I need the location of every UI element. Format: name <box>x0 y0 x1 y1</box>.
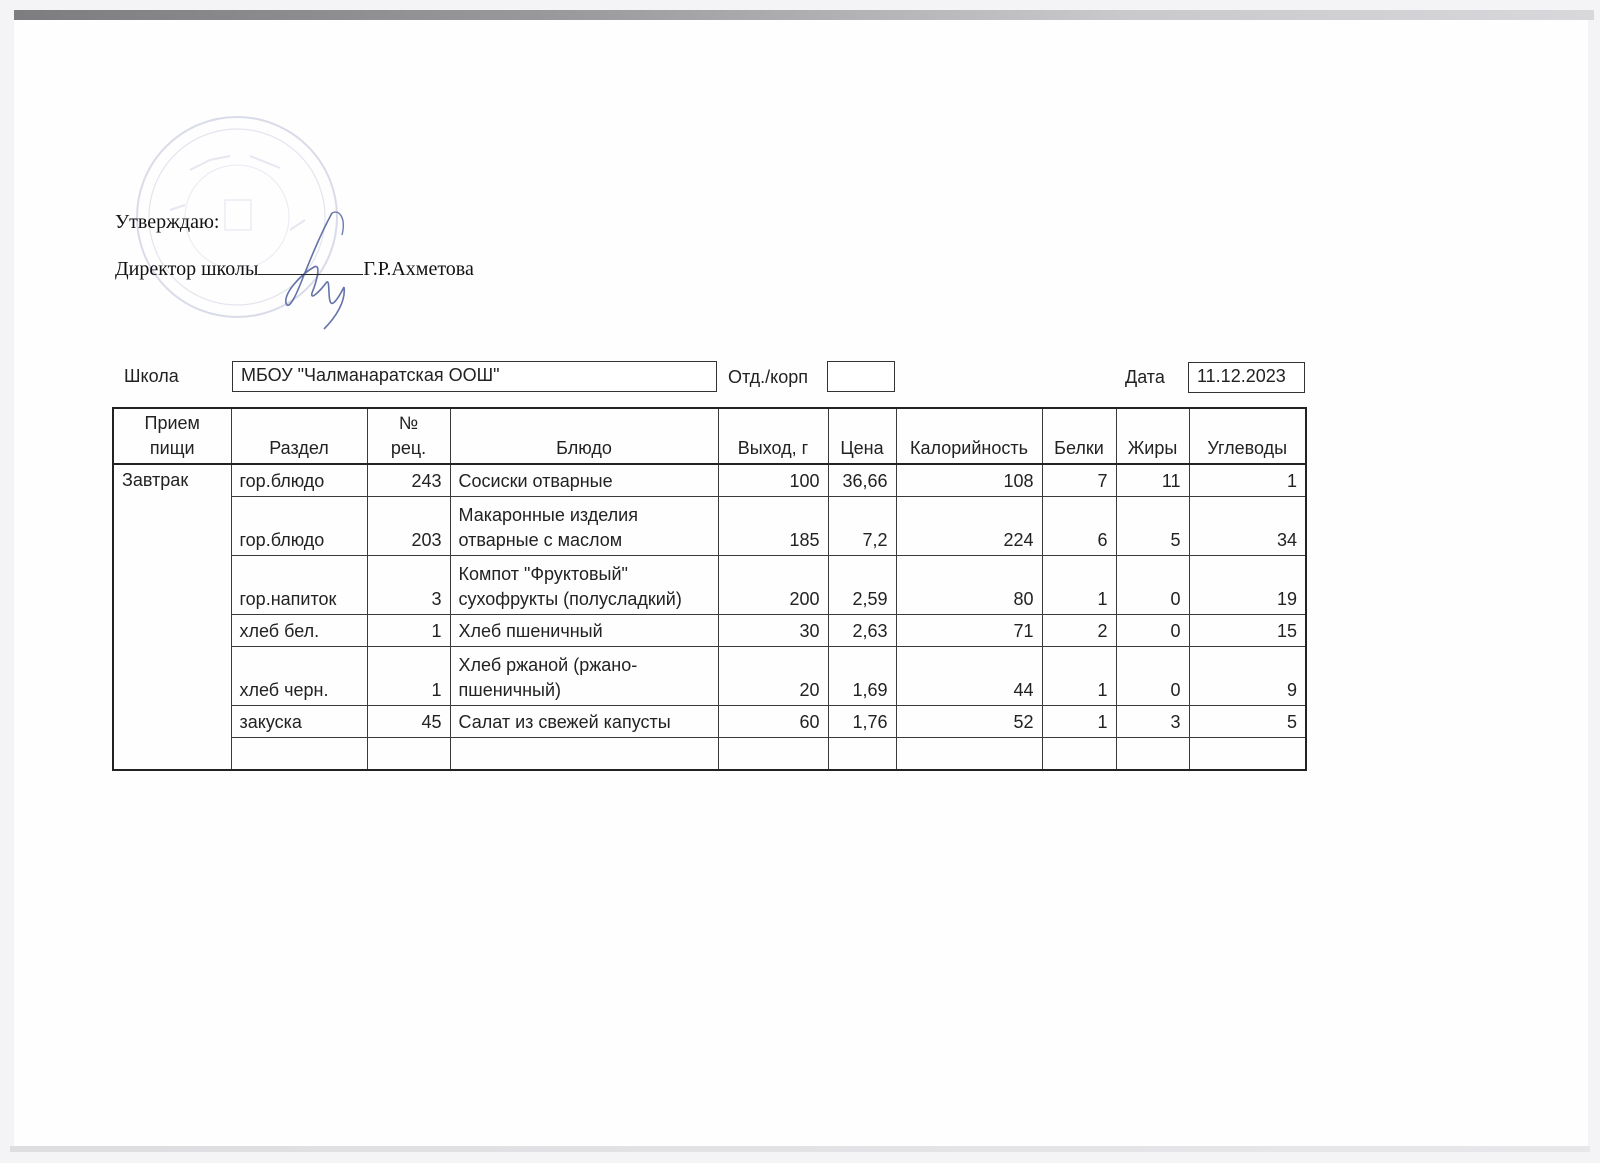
dish-cell: Хлеб пшеничный <box>450 615 718 647</box>
col-header-section: Раздел <box>231 408 367 464</box>
col-header-carbs: Углеводы <box>1189 408 1306 464</box>
carbs-cell: 34 <box>1189 497 1306 556</box>
approval-title: Утверждаю: <box>115 211 220 233</box>
section-cell: хлеб бел. <box>231 615 367 647</box>
scan-bottom-edge <box>10 1146 1590 1152</box>
recipe-cell: 243 <box>367 464 450 497</box>
carbs-cell: 5 <box>1189 706 1306 738</box>
recipe-cell: 3 <box>367 556 450 615</box>
table-row <box>113 556 1306 615</box>
proteins-cell: 6 <box>1042 497 1116 556</box>
yield-cell: 200 <box>718 556 828 615</box>
table-row <box>113 706 1306 738</box>
table-row <box>113 615 1306 647</box>
dept-field[interactable] <box>827 361 895 392</box>
yield-cell: 60 <box>718 706 828 738</box>
empty-cell <box>231 738 367 771</box>
section-cell: гор.напиток <box>231 556 367 615</box>
empty-cell <box>896 738 1042 771</box>
col-header-proteins: Белки <box>1042 408 1116 464</box>
empty-cell <box>828 738 896 771</box>
dish-cell: Хлеб ржаной (ржано- пшеничный) <box>450 647 718 706</box>
signature-line <box>258 260 363 275</box>
recipe-cell: 1 <box>367 647 450 706</box>
table-header-row <box>113 408 1306 464</box>
fats-cell: 0 <box>1116 647 1189 706</box>
empty-cell <box>367 738 450 771</box>
calories-cell: 108 <box>896 464 1042 497</box>
table-row <box>113 497 1306 556</box>
proteins-cell: 1 <box>1042 706 1116 738</box>
yield-cell: 30 <box>718 615 828 647</box>
section-cell: гор.блюдо <box>231 464 367 497</box>
section-cell: закуска <box>231 706 367 738</box>
recipe-cell: 45 <box>367 706 450 738</box>
col-header-price: Цена <box>828 408 896 464</box>
school-label: Школа <box>124 366 179 386</box>
calories-cell: 52 <box>896 706 1042 738</box>
director-name: Г.Р.Ахметова <box>363 258 474 280</box>
section-cell: гор.блюдо <box>231 497 367 556</box>
fats-cell: 0 <box>1116 556 1189 615</box>
price-cell: 1,69 <box>828 647 896 706</box>
menu-table <box>112 407 1307 771</box>
dish-cell: Салат из свежей капусты <box>450 706 718 738</box>
table-row-empty <box>113 738 1306 771</box>
empty-cell <box>1042 738 1116 771</box>
fats-cell: 3 <box>1116 706 1189 738</box>
section-cell: хлеб черн. <box>231 647 367 706</box>
yield-cell: 100 <box>718 464 828 497</box>
recipe-cell: 203 <box>367 497 450 556</box>
col-header-yield: Выход, г <box>718 408 828 464</box>
proteins-cell: 1 <box>1042 647 1116 706</box>
col-header-fats: Жиры <box>1116 408 1189 464</box>
date-label: Дата <box>1125 367 1165 387</box>
price-cell: 36,66 <box>828 464 896 497</box>
empty-cell <box>718 738 828 771</box>
fats-cell: 5 <box>1116 497 1189 556</box>
calories-cell: 71 <box>896 615 1042 647</box>
director-label: Директор школы <box>115 258 259 280</box>
fats-cell: 0 <box>1116 615 1189 647</box>
director-line <box>115 258 474 281</box>
calories-cell: 224 <box>896 497 1042 556</box>
dish-cell: Макаронные изделия отварные с маслом <box>450 497 718 556</box>
carbs-cell: 15 <box>1189 615 1306 647</box>
empty-cell <box>1189 738 1306 771</box>
scan-top-edge <box>14 10 1594 20</box>
proteins-cell: 2 <box>1042 615 1116 647</box>
price-cell: 2,59 <box>828 556 896 615</box>
carbs-cell: 19 <box>1189 556 1306 615</box>
empty-cell <box>450 738 718 771</box>
school-field[interactable]: МБОУ "Чалманаратская ООШ" <box>232 361 717 392</box>
meal-cell: Завтрак <box>113 464 231 770</box>
calories-cell: 44 <box>896 647 1042 706</box>
carbs-cell: 9 <box>1189 647 1306 706</box>
carbs-cell: 1 <box>1189 464 1306 497</box>
dish-cell: Сосиски отварные <box>450 464 718 497</box>
yield-cell: 185 <box>718 497 828 556</box>
table-row <box>113 647 1306 706</box>
col-header-dish: Блюдо <box>450 408 718 464</box>
proteins-cell: 1 <box>1042 556 1116 615</box>
col-header-recipe-no: № рец. <box>367 408 450 464</box>
empty-cell <box>1116 738 1189 771</box>
price-cell: 7,2 <box>828 497 896 556</box>
fats-cell: 11 <box>1116 464 1189 497</box>
price-cell: 2,63 <box>828 615 896 647</box>
recipe-cell: 1 <box>367 615 450 647</box>
yield-cell: 20 <box>718 647 828 706</box>
dish-cell: Компот "Фруктовый" сухофрукты (полусладкий) <box>450 556 718 615</box>
price-cell: 1,76 <box>828 706 896 738</box>
proteins-cell: 7 <box>1042 464 1116 497</box>
col-header-calories: Калорийность <box>896 408 1042 464</box>
table-row <box>113 464 1306 497</box>
dept-label: Отд./корп <box>728 367 808 387</box>
col-header-meal: Прием пищи <box>113 408 231 464</box>
calories-cell: 80 <box>896 556 1042 615</box>
date-field[interactable]: 11.12.2023 <box>1188 362 1305 393</box>
